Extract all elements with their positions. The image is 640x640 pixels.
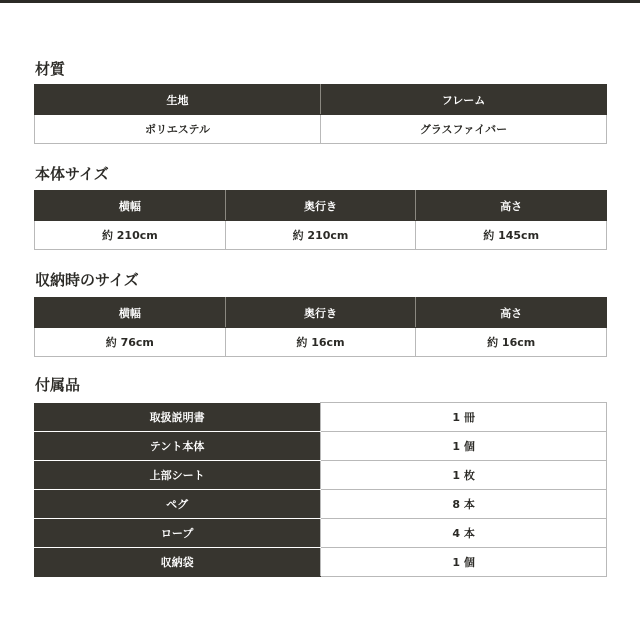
table-row <box>34 461 607 490</box>
storage-size-header-height: 高さ <box>416 298 607 328</box>
storage-size-value-height: 約 16cm <box>416 328 607 357</box>
material-value-row <box>35 115 607 144</box>
accessory-quantity: 1 個 <box>321 432 607 461</box>
top-divider <box>0 0 640 3</box>
storage-size-value-row <box>35 328 607 357</box>
material-value-fabric: ポリエステル <box>35 115 321 144</box>
body-size-value-width: 約 210cm <box>35 221 226 250</box>
accessory-name: ロープ <box>34 519 321 548</box>
body-size-header-height: 高さ <box>416 191 607 221</box>
material-header-fabric: 生地 <box>35 85 321 115</box>
body-size-value-height: 約 145cm <box>416 221 607 250</box>
material-table <box>34 84 607 144</box>
body-size-title: 本体サイズ <box>35 165 109 183</box>
accessory-name: 上部シート <box>34 461 321 490</box>
table-row <box>34 403 607 432</box>
accessory-quantity: 1 冊 <box>321 403 607 432</box>
body-size-header-row <box>35 191 607 221</box>
material-value-frame: グラスファイバー <box>321 115 607 144</box>
material-title: 材質 <box>35 60 66 78</box>
storage-size-value-depth: 約 16cm <box>225 328 416 357</box>
material-header-row <box>35 85 607 115</box>
accessory-quantity: 8 本 <box>321 490 607 519</box>
accessories-title: 付属品 <box>35 376 81 394</box>
body-size-table <box>34 190 607 250</box>
body-size-value-depth: 約 210cm <box>225 221 416 250</box>
storage-size-header-depth: 奥行き <box>225 298 416 328</box>
storage-size-title: 収納時のサイズ <box>35 271 139 289</box>
accessory-name: テント本体 <box>34 432 321 461</box>
accessory-name: ペグ <box>34 490 321 519</box>
table-row <box>34 490 607 519</box>
table-row <box>34 432 607 461</box>
accessory-quantity: 1 枚 <box>321 461 607 490</box>
body-size-header-depth: 奥行き <box>225 191 416 221</box>
accessory-quantity: 4 本 <box>321 519 607 548</box>
table-row <box>34 548 607 577</box>
accessories-table <box>34 402 607 577</box>
accessory-name: 収納袋 <box>34 548 321 577</box>
material-header-frame: フレーム <box>321 85 607 115</box>
storage-size-header-row <box>35 298 607 328</box>
accessory-quantity: 1 個 <box>321 548 607 577</box>
storage-size-value-width: 約 76cm <box>35 328 226 357</box>
body-size-header-width: 横幅 <box>35 191 226 221</box>
storage-size-header-width: 横幅 <box>35 298 226 328</box>
accessory-name: 取扱説明書 <box>34 403 321 432</box>
storage-size-table <box>34 297 607 357</box>
body-size-value-row <box>35 221 607 250</box>
table-row <box>34 519 607 548</box>
